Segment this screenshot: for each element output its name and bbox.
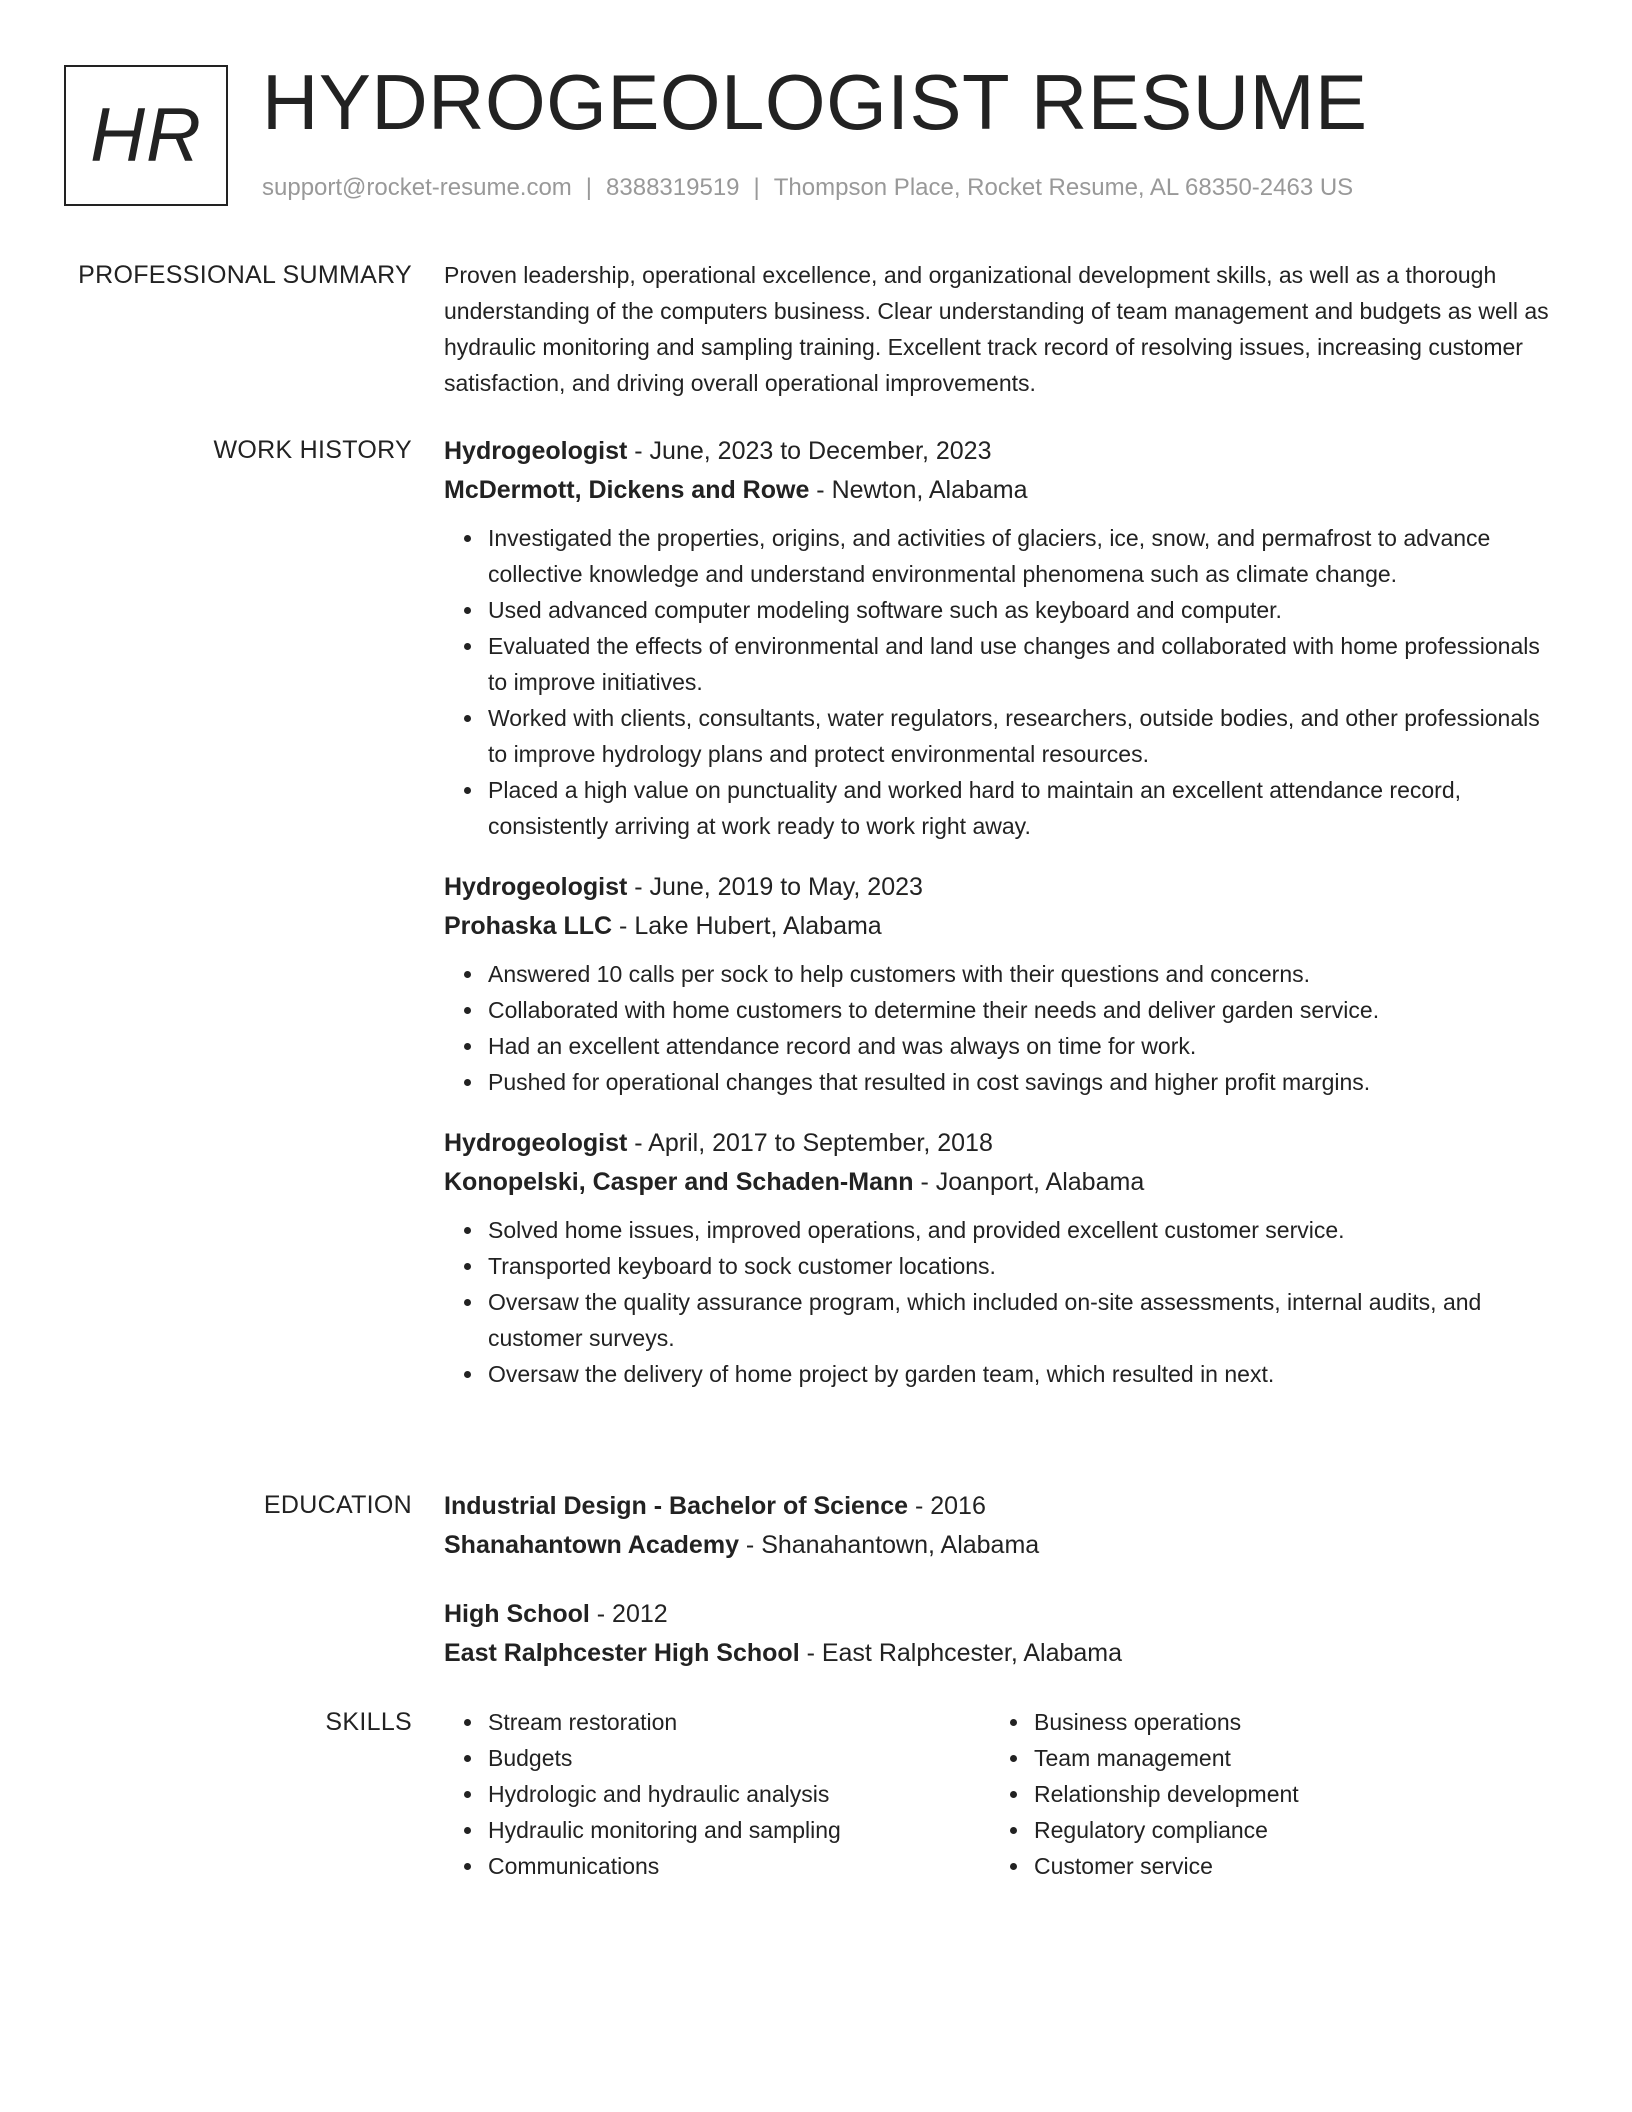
skill-item: Budgets (488, 1740, 990, 1776)
skills-heading: SKILLS (325, 1708, 412, 1736)
job-bullets (444, 956, 1552, 1100)
education-location: - Shanahantown, Alabama (738, 1531, 1040, 1559)
job-bullet: Evaluated the effects of environmental and land use changes and collaborated with home professionals to improve initiatives. (488, 628, 1552, 700)
contact-phone: 8388319519 (606, 174, 740, 201)
job-company-line (444, 1163, 1552, 1202)
skills-columns (444, 1704, 1552, 1884)
skill-item: Business operations (1034, 1704, 1536, 1740)
job-title: Hydrogeologist (444, 873, 628, 901)
job-company-line (444, 907, 1552, 946)
education-location: - East Ralphcester, Alabama (799, 1639, 1123, 1667)
contact-email: support@rocket-resume.com (262, 174, 572, 201)
job-bullet: Placed a high value on punctuality and worked hard to maintain an excellent attendance record, consistently arriving at work ready to work right away. (488, 772, 1552, 844)
skill-item: Stream restoration (488, 1704, 990, 1740)
job-bullet: Answered 10 calls per sock to help customers with their questions and concerns. (488, 956, 1552, 992)
education-degree: Industrial Design - Bachelor of Science (444, 1492, 909, 1520)
education-year: - 2016 (908, 1492, 986, 1520)
work-history-heading: WORK HISTORY (213, 436, 412, 464)
monogram-badge (64, 65, 228, 206)
education-entry (444, 1595, 1552, 1673)
job-entry (444, 432, 1552, 844)
job-title-line (444, 1124, 1552, 1163)
education-entry (444, 1487, 1552, 1565)
job-bullets (444, 1212, 1552, 1392)
job-entry (444, 1124, 1552, 1392)
job-bullet: Investigated the properties, origins, and activities of glaciers, ice, snow, and permafrost to advance collective knowledge and understand environmental phenomena such as climate change. (488, 520, 1552, 592)
education-school: East Ralphcester High School (444, 1639, 800, 1667)
job-bullet: Had an excellent attendance record and was always on time for work. (488, 1028, 1552, 1064)
job-title: Hydrogeologist (444, 437, 628, 465)
job-bullets (444, 520, 1552, 844)
job-dates: - June, 2019 to May, 2023 (627, 873, 923, 901)
education-degree: High School (444, 1600, 590, 1628)
job-bullet: Transported keyboard to sock customer locations. (488, 1248, 1552, 1284)
skill-item: Hydrologic and hydraulic analysis (488, 1776, 990, 1812)
job-entry (444, 868, 1552, 1100)
job-company: McDermott, Dickens and Rowe (444, 476, 810, 504)
education-year: - 2012 (589, 1600, 668, 1628)
summary-body (444, 257, 1552, 401)
job-bullet: Used advanced computer modeling software such as keyboard and computer. (488, 592, 1552, 628)
education-body (444, 1487, 1552, 1703)
job-location: - Newton, Alabama (809, 476, 1028, 504)
job-company: Konopelski, Casper and Schaden-Mann (444, 1168, 914, 1196)
summary-heading: PROFESSIONAL SUMMARY (78, 261, 412, 289)
job-title: Hydrogeologist (444, 1129, 628, 1157)
job-bullet: Oversaw the quality assurance program, which included on-site assessments, internal audits, and customer surveys. (488, 1284, 1552, 1356)
skill-item: Team management (1034, 1740, 1536, 1776)
job-location: - Joanport, Alabama (913, 1168, 1145, 1196)
education-degree-line (444, 1595, 1552, 1634)
resume-title: HYDROGEOLOGIST RESUME (262, 58, 1368, 146)
skill-item: Relationship development (1034, 1776, 1536, 1812)
education-school: Shanahantown Academy (444, 1531, 739, 1559)
education-school-line (444, 1634, 1552, 1673)
contact-separator: | (753, 174, 760, 201)
skills-list-right (990, 1704, 1536, 1884)
contact-separator: | (585, 174, 593, 201)
monogram-initials: HR (90, 92, 202, 178)
education-school-line (444, 1526, 1552, 1565)
skill-item: Regulatory compliance (1034, 1812, 1536, 1848)
job-location: - Lake Hubert, Alabama (612, 912, 882, 940)
skill-item: Hydraulic monitoring and sampling (488, 1812, 990, 1848)
job-bullet: Pushed for operational changes that resulted in cost savings and higher profit margins. (488, 1064, 1552, 1100)
summary-text: Proven leadership, operational excellence, and organizational development skills, as well as a thorough understanding of the computers business. Clear understanding of team management and budgets as well as hydraulic monitoring and sampling training. Excellent track record of resolving issues, increasing customer satisfaction, and driving overall operational improvements. (444, 262, 1549, 396)
contact-address: Thompson Place, Rocket Resume, AL 68350-2463 US (773, 174, 1354, 201)
job-company-line (444, 471, 1552, 510)
work-history-body (444, 432, 1552, 1392)
contact-line (262, 172, 1353, 204)
education-degree-line (444, 1487, 1552, 1526)
job-bullet: Worked with clients, consultants, water regulators, researchers, outside bodies, and other professionals to improve hydrology plans and protect environmental resources. (488, 700, 1552, 772)
job-title-line (444, 432, 1552, 471)
skills-body (444, 1704, 1552, 1884)
skills-list-left (444, 1704, 990, 1884)
job-company: Prohaska LLC (444, 912, 613, 940)
education-heading: EDUCATION (263, 1491, 412, 1519)
job-title-line (444, 868, 1552, 907)
job-dates: - April, 2017 to September, 2018 (627, 1129, 993, 1157)
job-bullet: Collaborated with home customers to determine their needs and deliver garden service. (488, 992, 1552, 1028)
skill-item: Communications (488, 1848, 990, 1884)
skill-item: Customer service (1034, 1848, 1536, 1884)
job-bullet: Solved home issues, improved operations, and provided excellent customer service. (488, 1212, 1552, 1248)
job-bullet: Oversaw the delivery of home project by garden team, which resulted in next. (488, 1356, 1552, 1392)
job-dates: - June, 2023 to December, 2023 (627, 437, 992, 465)
